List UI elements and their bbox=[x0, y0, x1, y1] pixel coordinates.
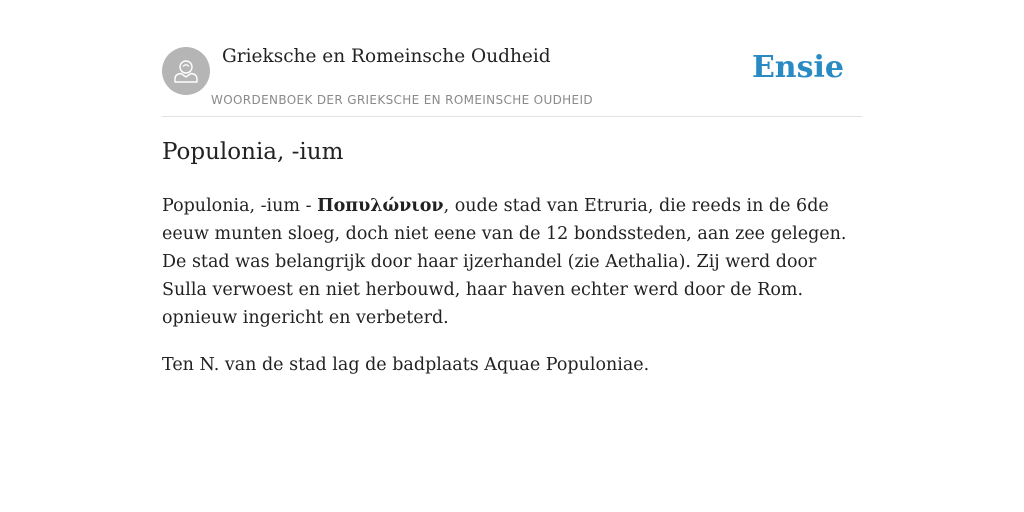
ensie-logo-link[interactable]: Ensie bbox=[751, 50, 844, 85]
header bbox=[162, 0, 862, 117]
source-title[interactable]: Grieksche en Romeinsche Oudheid bbox=[222, 46, 551, 67]
entry-definition bbox=[162, 192, 862, 398]
page bbox=[162, 0, 862, 375]
source-subtitle: WOORDENBOEK DER GRIEKSCHE EN ROMEINSCHE OUDHEID bbox=[211, 93, 593, 107]
greek-term: Ποπυλώνιον bbox=[317, 196, 444, 216]
source-avatar[interactable] bbox=[162, 47, 210, 95]
definition-paragraph bbox=[162, 192, 862, 332]
definition-text: , oude stad van Etruria, die reeds in de 6de eeuw munten sloeg, doch niet eene van de 12 bondssteden, aan zee gelegen. De stad was belangrijk door haar ijzerhandel (zie Aethalia). Zij werd door Sulla verwoest en niet herbouwd, haar haven echter werd door de Rom. opnieuw ingericht en verbeterd. bbox=[162, 196, 847, 328]
user-silhouette-icon bbox=[162, 47, 210, 95]
definition-paragraph-2: Ten N. van de stad lag de badplaats Aquae Populoniae. bbox=[162, 355, 650, 375]
entry-title: Populonia, -ium bbox=[162, 139, 344, 165]
definition-lead: Populonia, -ium - bbox=[162, 196, 318, 216]
